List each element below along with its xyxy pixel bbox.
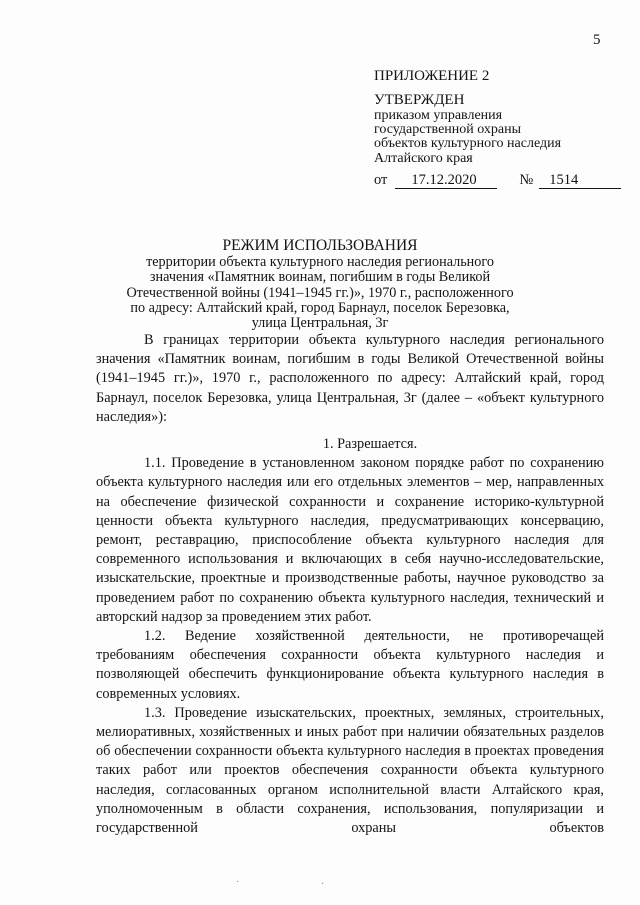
- regime-subtitle-line: территории объекта культурного наследия регионального: [146, 254, 494, 270]
- approval-line: объектов культурного наследия: [374, 136, 562, 152]
- number-label: №: [519, 171, 534, 188]
- clause-1-2: 1.2. Ведение хозяйственной деятельности, не противоречащей требованиям обеспечения сохранности объекта культурного наследия и позволяющей обеспечить функционирование объекта культурного наследия в современных условиях.: [96, 628, 604, 702]
- regime-subtitle-line: улица Центральная, 3г: [251, 315, 389, 332]
- regime-heading: [70, 236, 570, 331]
- approval-line: государственной охраны: [374, 122, 522, 138]
- page-number: 5: [593, 32, 601, 48]
- regime-subtitle-line: значения «Памятник воинам, погибшим в годы Великой: [149, 269, 491, 286]
- from-label: от: [374, 171, 388, 188]
- scan-speck: ·: [321, 879, 325, 890]
- clause-1-1: 1.1. Проведение в установленном законом порядке работ по сохранению объекта культурного наследия или его отдельных элементов – мер, направленных на обеспечение физической сохранности и сохранение историко-культурной ценности объекта культурного наследия, предусматривающих консервацию, ремонт, реставрацию, приспособление объекта культурного наследия для современного использования и включающих в себя научно-исследовательские, изыскательские, проектные и производственные работы, научное руководство за проведением работ по сохранению объекта культурного наследия, технический и авторский надзор за проведением этих работ.: [96, 455, 604, 625]
- approval-line: Алтайского края: [374, 150, 473, 166]
- order-date: 17.12.2020: [395, 172, 497, 189]
- appendix-header: [374, 67, 614, 189]
- section-heading: 1. Разрешается.: [322, 436, 418, 453]
- scan-speck: ·: [236, 877, 240, 888]
- intro-paragraph: В границах территории объекта культурного наследия регионального значения «Памятник воинам, погибшим в годы Великой Отечественной войны (1941–1945 гг.)», 1970 г., расположенного по адресу: Алтайский край, город Барнаул, поселок Березовка, улица Центральная, 3г (далее – «объект культурного наследия»):: [96, 332, 604, 425]
- regime-subtitle-line: по адресу: Алтайский край, город Барнаул, поселок Березовка,: [130, 299, 510, 316]
- clause-1-3: 1.3. Проведение изыскательских, проектных, земляных, строительных, мелиоративных, хозяйственных и иных работ при наличии обязательных разделов об обеспечении сохранности объекта культурного наследия в проектах проведения таких работ или проектов обеспечения сохранности объекта культурного наследия, согласованных органом исполнительной власти Алтайского края, уполномоченным в области сохранения, использования, популяризации и государственной охраны объектов: [96, 704, 604, 837]
- order-line: [374, 171, 614, 189]
- regime-title: РЕЖИМ ИСПОЛЬЗОВАНИЯ: [222, 237, 418, 254]
- appendix-title: ПРИЛОЖЕНИЕ 2: [374, 68, 490, 84]
- order-number: 1514: [539, 172, 621, 189]
- approval-line: приказом управления: [374, 108, 503, 123]
- regime-subtitle-line: Отечественной войны (1941–1945 гг.)», 1970 г., расположенного: [126, 284, 514, 301]
- document-body: [96, 331, 604, 838]
- approved-label: УТВЕРЖДЕН: [374, 92, 465, 108]
